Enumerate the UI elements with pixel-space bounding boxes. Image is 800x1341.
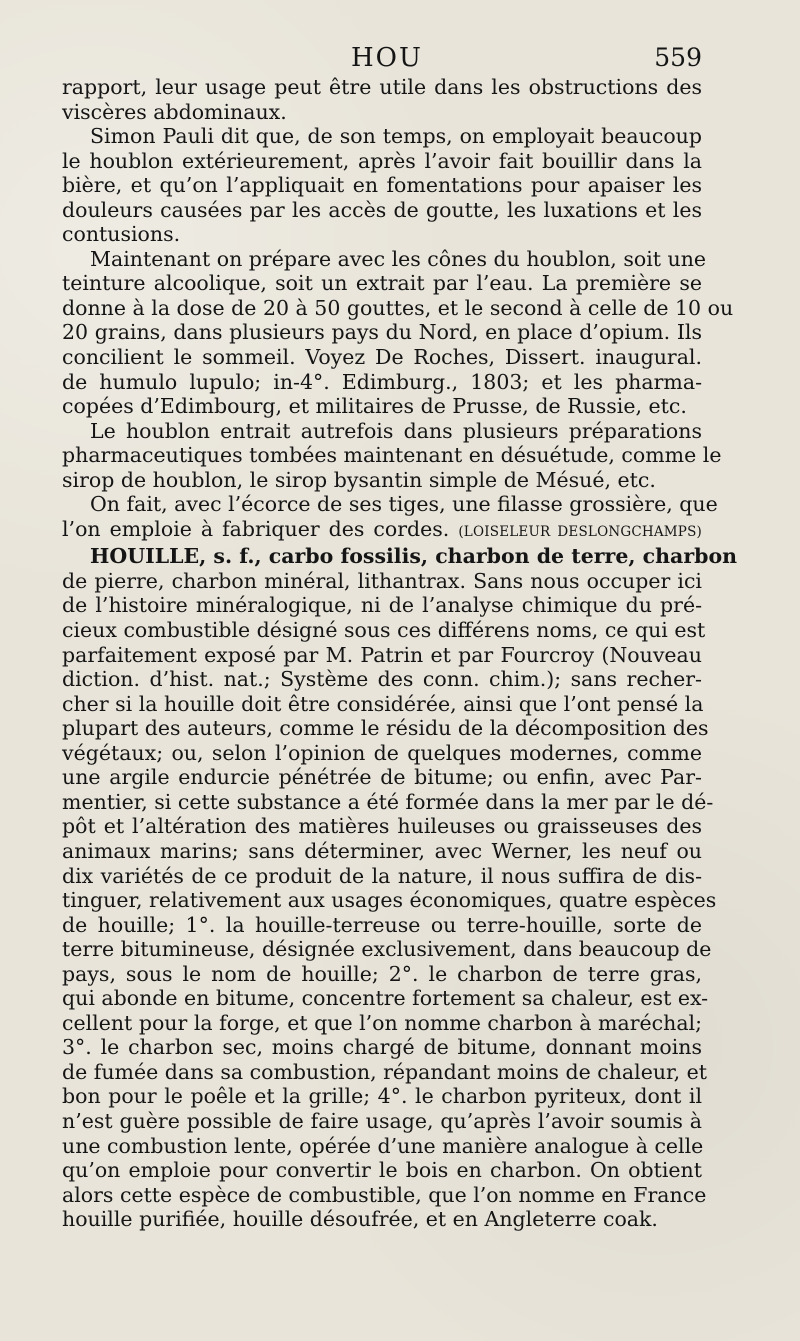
- text-line-40: 3°. le charbon sec, moins chargé de bitume, donnant moins: [62, 1035, 702, 1060]
- text-line-2: viscères abdominaux.: [62, 99, 287, 124]
- text-line-11: 20 grains, dans plusieurs pays du Nord, en place d’opium. Ils: [62, 320, 702, 345]
- text-line-10: donne à la dose de 20 à 50 gouttes, et le second à celle de 10 ou: [62, 295, 734, 320]
- text-line-34: tinguer, relativement aux usages économiques, quatre espèces: [62, 888, 717, 913]
- text-line-26: cher si la houille doit être considérée, ainsi que l’ont pensé la: [62, 691, 704, 716]
- text-line-29: une argile endurcie pénétrée de bitume; ou enfin, avec Par-: [62, 765, 702, 790]
- text-line-31: pôt et l’altération des matières huileuses ou graisseuses des: [62, 814, 702, 839]
- text-line-38: qui abonde en bitume, concentre fortement sa chaleur, est ex-: [62, 986, 709, 1011]
- text-line-6: douleurs causées par les accès de goutte, les luxations et les: [62, 197, 702, 222]
- text-line-7: contusions.: [62, 222, 181, 247]
- text-line-32: animaux marins; sans déterminer, avec Werner, les neuf ou: [62, 838, 702, 863]
- text-line-20: HOUILLE, s. f., carbo fossilis, charbon de terre, charbon: [90, 544, 738, 569]
- text-line-23: cieux combustible désigné sous ces différens noms, ce qui est: [62, 618, 706, 643]
- text-line-27: plupart des auteurs, comme le résidu de la décomposition des: [62, 716, 709, 741]
- text-line-46: alors cette espèce de combustible, que l’on nomme en France: [62, 1182, 707, 1207]
- text-line-33: dix variétés de ce produit de la nature, il nous suffira de dis-: [62, 863, 702, 888]
- text-line-8: Maintenant on prépare avec les cônes du houblon, soit une: [90, 246, 707, 271]
- text-line-30: mentier, si cette substance a été formée dans la mer par le dé-: [62, 789, 714, 814]
- text-line-44: une combustion lente, opérée d’une manière analogue à celle: [62, 1133, 704, 1158]
- text-line-12: concilient le sommeil. Voyez De Roches, Dissert. inaugural.: [62, 345, 702, 370]
- page-header: [0, 43, 800, 77]
- text-line-13: de humulo lupulo; in-4°. Edimburg., 1803; et les pharma-: [62, 369, 702, 394]
- text-line-15: Le houblon entrait autrefois dans plusieurs préparations: [90, 418, 702, 443]
- text-line-17: sirop de houblon, le sirop bysantin simple de Mésué, etc.: [62, 467, 656, 492]
- running-head: HOU: [351, 43, 423, 73]
- main-text: [62, 75, 738, 1232]
- text-line-19-main: l’on emploie à fabriquer des cordes.: [62, 516, 450, 541]
- text-line-28: végétaux; ou, selon l’opinion de quelques modernes, comme: [62, 740, 702, 765]
- text-line-5: bière, et qu’on l’appliquait en fomentations pour apaiser les: [62, 173, 702, 198]
- text-line-1: rapport, leur usage peut être utile dans les obstructions des: [62, 75, 702, 99]
- text-line-36: terre bitumineuse, désignée exclusivement, dans beaucoup de: [62, 937, 712, 962]
- text-line-47: houille purifiée, houille désoufrée, et en Angleterre coak.: [62, 1207, 658, 1232]
- text-line-45: qu’on emploie pour convertir le bois en charbon. On obtient: [62, 1158, 702, 1183]
- text-line-24: parfaitement exposé par M. Patrin et par Fourcroy (Nouveau: [62, 642, 702, 667]
- text-line-43: n’est guère possible de faire usage, qu’après l’avoir soumis à: [62, 1108, 702, 1133]
- text-line-39: cellent pour la forge, et que l’on nomme charbon à maréchal;: [62, 1010, 702, 1035]
- text-line-22: de l’histoire minéralogique, ni de l’analyse chimique du pré-: [62, 593, 702, 618]
- author-signature: (LOISELEUR DESLONGCHAMPS): [458, 523, 703, 540]
- page-number: 559: [654, 43, 702, 72]
- text-line-25: diction. d’hist. nat.; Système des conn. chim.); sans recher-: [62, 667, 702, 692]
- text-line-19: [62, 517, 702, 545]
- text-line-18: On fait, avec l’écorce de ses tiges, une filasse grossière, que: [90, 492, 718, 517]
- page-bottom-margin: [0, 1251, 800, 1341]
- text-line-3: Simon Pauli dit que, de son temps, on employait beaucoup: [90, 124, 702, 149]
- text-line-4: le houblon extérieurement, après l’avoir fait bouillir dans la: [62, 148, 702, 173]
- text-line-42: bon pour le poêle et la grille; 4°. le charbon pyriteux, dont il: [62, 1084, 702, 1109]
- text-line-16: pharmaceutiques tombées maintenant en désuétude, comme le: [62, 443, 722, 468]
- text-line-21: de pierre, charbon minéral, lithantrax. Sans nous occuper ici: [62, 568, 702, 593]
- text-line-14: copées d’Edimbourg, et militaires de Prusse, de Russie, etc.: [62, 394, 687, 419]
- text-line-9: teinture alcoolique, soit un extrait par l’eau. La première se: [62, 271, 702, 296]
- text-line-35: de houille; 1°. la houille-terreuse ou terre-houille, sorte de: [62, 912, 702, 937]
- text-line-41: de fumée dans sa combustion, répandant moins de chaleur, et: [62, 1059, 707, 1084]
- text-line-37: pays, sous le nom de houille; 2°. le charbon de terre gras,: [62, 961, 702, 986]
